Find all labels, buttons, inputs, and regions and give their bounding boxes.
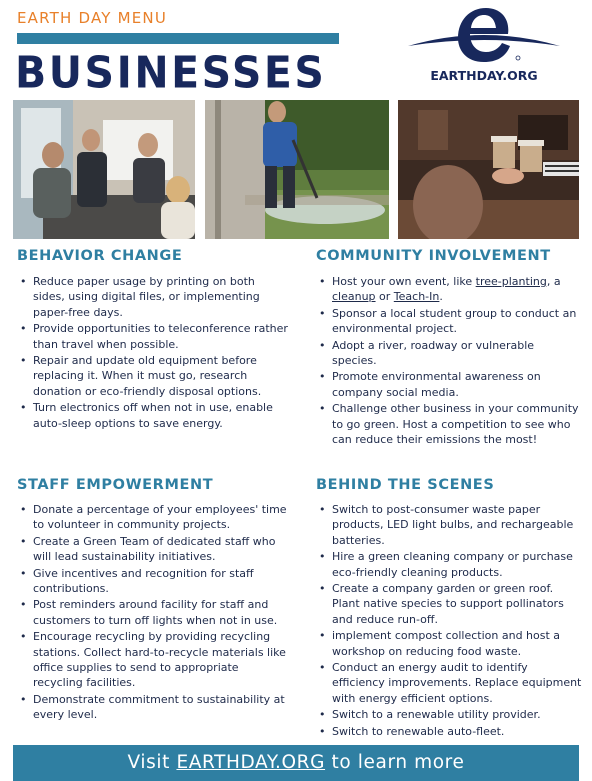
business-meeting-photo (13, 100, 195, 239)
community-involvement-heading: COMMUNITY INVOLVEMENT (316, 248, 551, 264)
list-item (316, 274, 582, 305)
cleanup-link[interactable]: cleanup (332, 290, 376, 304)
footer-text-suffix: to learn more (325, 752, 465, 773)
list-item: • Turn electronics off when not in use, enable auto-sleep options to save energy. (17, 400, 289, 431)
list-item: • Challenge other business in your community to go green. Host a competition to see who can reduce their emissions the most! (316, 401, 582, 447)
header-divider-bar (17, 33, 339, 44)
event-text-prefix: Host your own event, like (332, 275, 476, 288)
list-item: • Create a Green Team of dedicated staff who will lead sustainability initiatives. (17, 534, 289, 565)
list-item: • Adopt a river, roadway or vulnerable species. (316, 338, 582, 369)
page-title: BUSINESSES (15, 47, 327, 98)
list-item: • Hire a green cleaning company or purchase eco-friendly cleaning products. (316, 549, 582, 580)
teach-in-link[interactable]: Teach-In (393, 290, 440, 304)
coffee-cups-photo (398, 100, 579, 239)
list-item: • Conduct an energy audit to identify efficiency improvements. Replace equipment with energy efficient options. (316, 660, 582, 706)
list-item: • Demonstrate commitment to sustainability at every level. (17, 692, 289, 723)
staff-empowerment-heading: STAFF EMPOWERMENT (17, 477, 214, 493)
event-text-suffix: . (439, 290, 443, 304)
list-item: • Donate a percentage of your employees' time to volunteer in community projects. (17, 502, 289, 533)
logo-text: EARTHDAY.ORG (430, 68, 538, 83)
list-item: • Repair and update old equipment before replacing it. When it must go, research donation or eco-friendly disposal options. (17, 353, 289, 399)
earthday-logo[interactable] (404, 2, 564, 92)
tree-planting-link[interactable]: tree-planting (475, 275, 547, 288)
menu-label: EARTH DAY MENU (17, 9, 168, 27)
footer-banner (13, 745, 579, 781)
list-item: • Encourage recycling by providing recycling stations. Collect hard-to-recycle materials like office supplies to send to appropriate recycling facilities. (17, 629, 289, 691)
list-item: • Create a company garden or green roof. Plant native species to support pollinators and reduce run-off. (316, 581, 582, 627)
list-item: • Switch to post-consumer waste paper products, LED light bulbs, and rechargeable batteries. (316, 502, 582, 548)
community-involvement-list (316, 274, 582, 448)
footer-website-link[interactable]: EARTHDAY.ORG (176, 752, 326, 773)
list-item: • implement compost collection and host a workshop on reducing food waste. (316, 628, 582, 659)
behind-the-scenes-list (316, 502, 582, 740)
list-item: • Promote environmental awareness on company social media. (316, 369, 582, 400)
list-item: • Give incentives and recognition for staff contributions. (17, 566, 289, 597)
footer-text-prefix: Visit (127, 752, 177, 773)
power-washing-photo (205, 100, 389, 239)
list-item: • Switch to a renewable utility provider. (316, 707, 582, 722)
earthday-logo-icon (404, 2, 564, 72)
list-item: • Sponsor a local student group to conduct an environmental project. (316, 306, 582, 337)
staff-empowerment-list (17, 502, 289, 724)
event-text-sep: , a (546, 275, 561, 288)
event-text-sep: or (375, 290, 394, 304)
behavior-change-heading: BEHAVIOR CHANGE (17, 248, 183, 264)
behavior-change-list (17, 274, 289, 432)
list-item: • Provide opportunities to teleconference rather than travel when possible. (17, 321, 289, 352)
list-item: • Switch to renewable auto-fleet. (316, 724, 582, 739)
list-item: • Post reminders around facility for staff and customers to turn off lights when not in use. (17, 597, 289, 628)
list-item: • Reduce paper usage by printing on both sides, using digital files, or implementing paper-free days. (17, 274, 289, 320)
behind-the-scenes-heading: BEHIND THE SCENES (316, 477, 495, 493)
